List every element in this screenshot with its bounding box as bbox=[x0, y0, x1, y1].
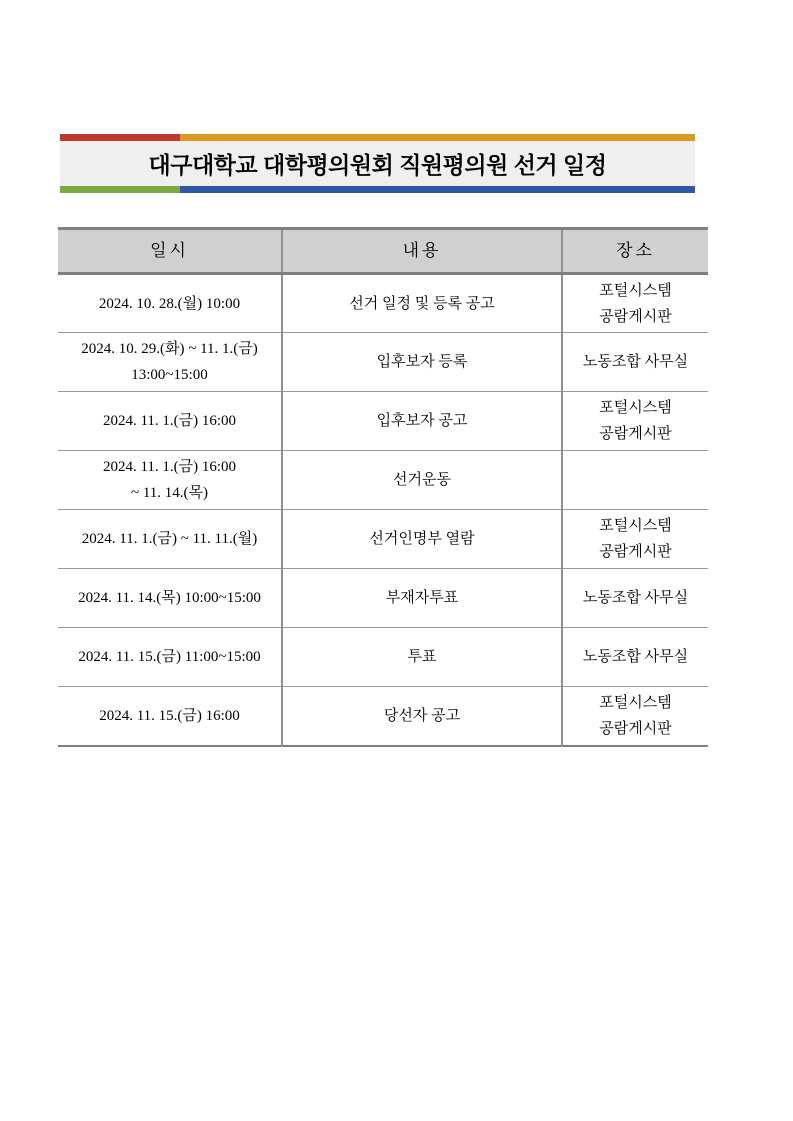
cell-content: 선거 일정 및 등록 공고 bbox=[282, 274, 562, 333]
place-line2: 공람게시판 bbox=[599, 544, 672, 560]
cell-place bbox=[562, 628, 708, 687]
table-row bbox=[58, 392, 708, 451]
page-title: 대구대학교 대학평의원회 직원평의원 선거 일정 bbox=[148, 152, 607, 178]
table-row bbox=[58, 274, 708, 333]
title-top-stripe-orange-segment bbox=[180, 134, 695, 141]
place-line1: 포털시스템 bbox=[599, 518, 672, 534]
cell-content: 부재자투표 bbox=[282, 569, 562, 628]
datetime-line1: 2024. 11. 1.(금) 16:00 bbox=[102, 413, 237, 429]
table-row bbox=[58, 569, 708, 628]
place-line1: 노동조합 사무실 bbox=[582, 590, 689, 606]
datetime-line1: 2024. 11. 14.(목) 10:00~15:00 bbox=[78, 590, 261, 606]
cell-place bbox=[562, 510, 708, 569]
cell-datetime bbox=[58, 628, 282, 687]
cell-content: 선거운동 bbox=[282, 451, 562, 510]
header-place: 장소 bbox=[616, 241, 655, 260]
title-band bbox=[60, 141, 695, 186]
header-datetime: 일시 bbox=[58, 229, 282, 274]
cell-place bbox=[562, 274, 708, 333]
title-top-stripe-red-segment bbox=[60, 134, 180, 141]
cell-content: 입후보자 등록 bbox=[282, 333, 562, 392]
datetime-line2: 13:00~15:00 bbox=[131, 367, 208, 383]
cell-datetime bbox=[58, 274, 282, 333]
table-row bbox=[58, 333, 708, 392]
datetime-line2: ~ 11. 14.(목) bbox=[130, 485, 209, 501]
place-line2: 공람게시판 bbox=[599, 308, 672, 325]
table-row bbox=[58, 451, 708, 510]
table-row bbox=[58, 510, 708, 569]
cell-content: 입후보자 공고 bbox=[282, 392, 562, 451]
cell-datetime bbox=[58, 451, 282, 510]
table-header-row bbox=[58, 229, 708, 274]
datetime-line1: 2024. 11. 15.(금) 11:00~15:00 bbox=[78, 649, 261, 665]
cell-place bbox=[562, 687, 708, 746]
cell-content: 당선자 공고 bbox=[282, 687, 562, 746]
cell-datetime bbox=[58, 569, 282, 628]
table-row bbox=[58, 687, 708, 746]
title-banner bbox=[60, 134, 695, 193]
cell-place bbox=[562, 333, 708, 392]
title-top-stripe bbox=[60, 134, 695, 141]
place-line2: 공람게시판 bbox=[599, 426, 672, 442]
cell-content: 선거인명부 열람 bbox=[282, 510, 562, 569]
cell-datetime bbox=[58, 392, 282, 451]
place-line1: 노동조합 사무실 bbox=[582, 649, 689, 665]
cell-place bbox=[562, 451, 708, 510]
title-bottom-stripe-blue-segment bbox=[180, 186, 695, 193]
header-content: 내용 bbox=[282, 229, 562, 274]
cell-place bbox=[562, 569, 708, 628]
datetime-line1: 2024. 10. 29.(화) ~ 11. 1.(금) bbox=[81, 341, 258, 357]
datetime-line1: 2024. 11. 1.(금) ~ 11. 11.(월) bbox=[81, 531, 258, 547]
election-schedule-table bbox=[58, 227, 708, 747]
cell-datetime bbox=[58, 510, 282, 569]
table-row bbox=[58, 628, 708, 687]
cell-datetime bbox=[58, 333, 282, 392]
place-line1: 포털시스템 bbox=[599, 400, 672, 416]
title-bottom-stripe-green-segment bbox=[60, 186, 180, 193]
place-line1: 노동조합 사무실 bbox=[582, 354, 689, 370]
datetime-line1: 2024. 10. 28.(월) 10:00 bbox=[98, 295, 241, 312]
place-line1: 포털시스템 bbox=[599, 282, 672, 299]
datetime-line1: 2024. 11. 15.(금) 16:00 bbox=[99, 707, 240, 724]
title-bottom-stripe bbox=[60, 186, 695, 193]
cell-datetime bbox=[58, 687, 282, 746]
cell-content: 투표 bbox=[282, 628, 562, 687]
place-line1: 포털시스템 bbox=[599, 694, 672, 711]
cell-place bbox=[562, 392, 708, 451]
place-line2: 공람게시판 bbox=[599, 720, 672, 737]
datetime-line1: 2024. 11. 1.(금) 16:00 bbox=[102, 459, 237, 475]
